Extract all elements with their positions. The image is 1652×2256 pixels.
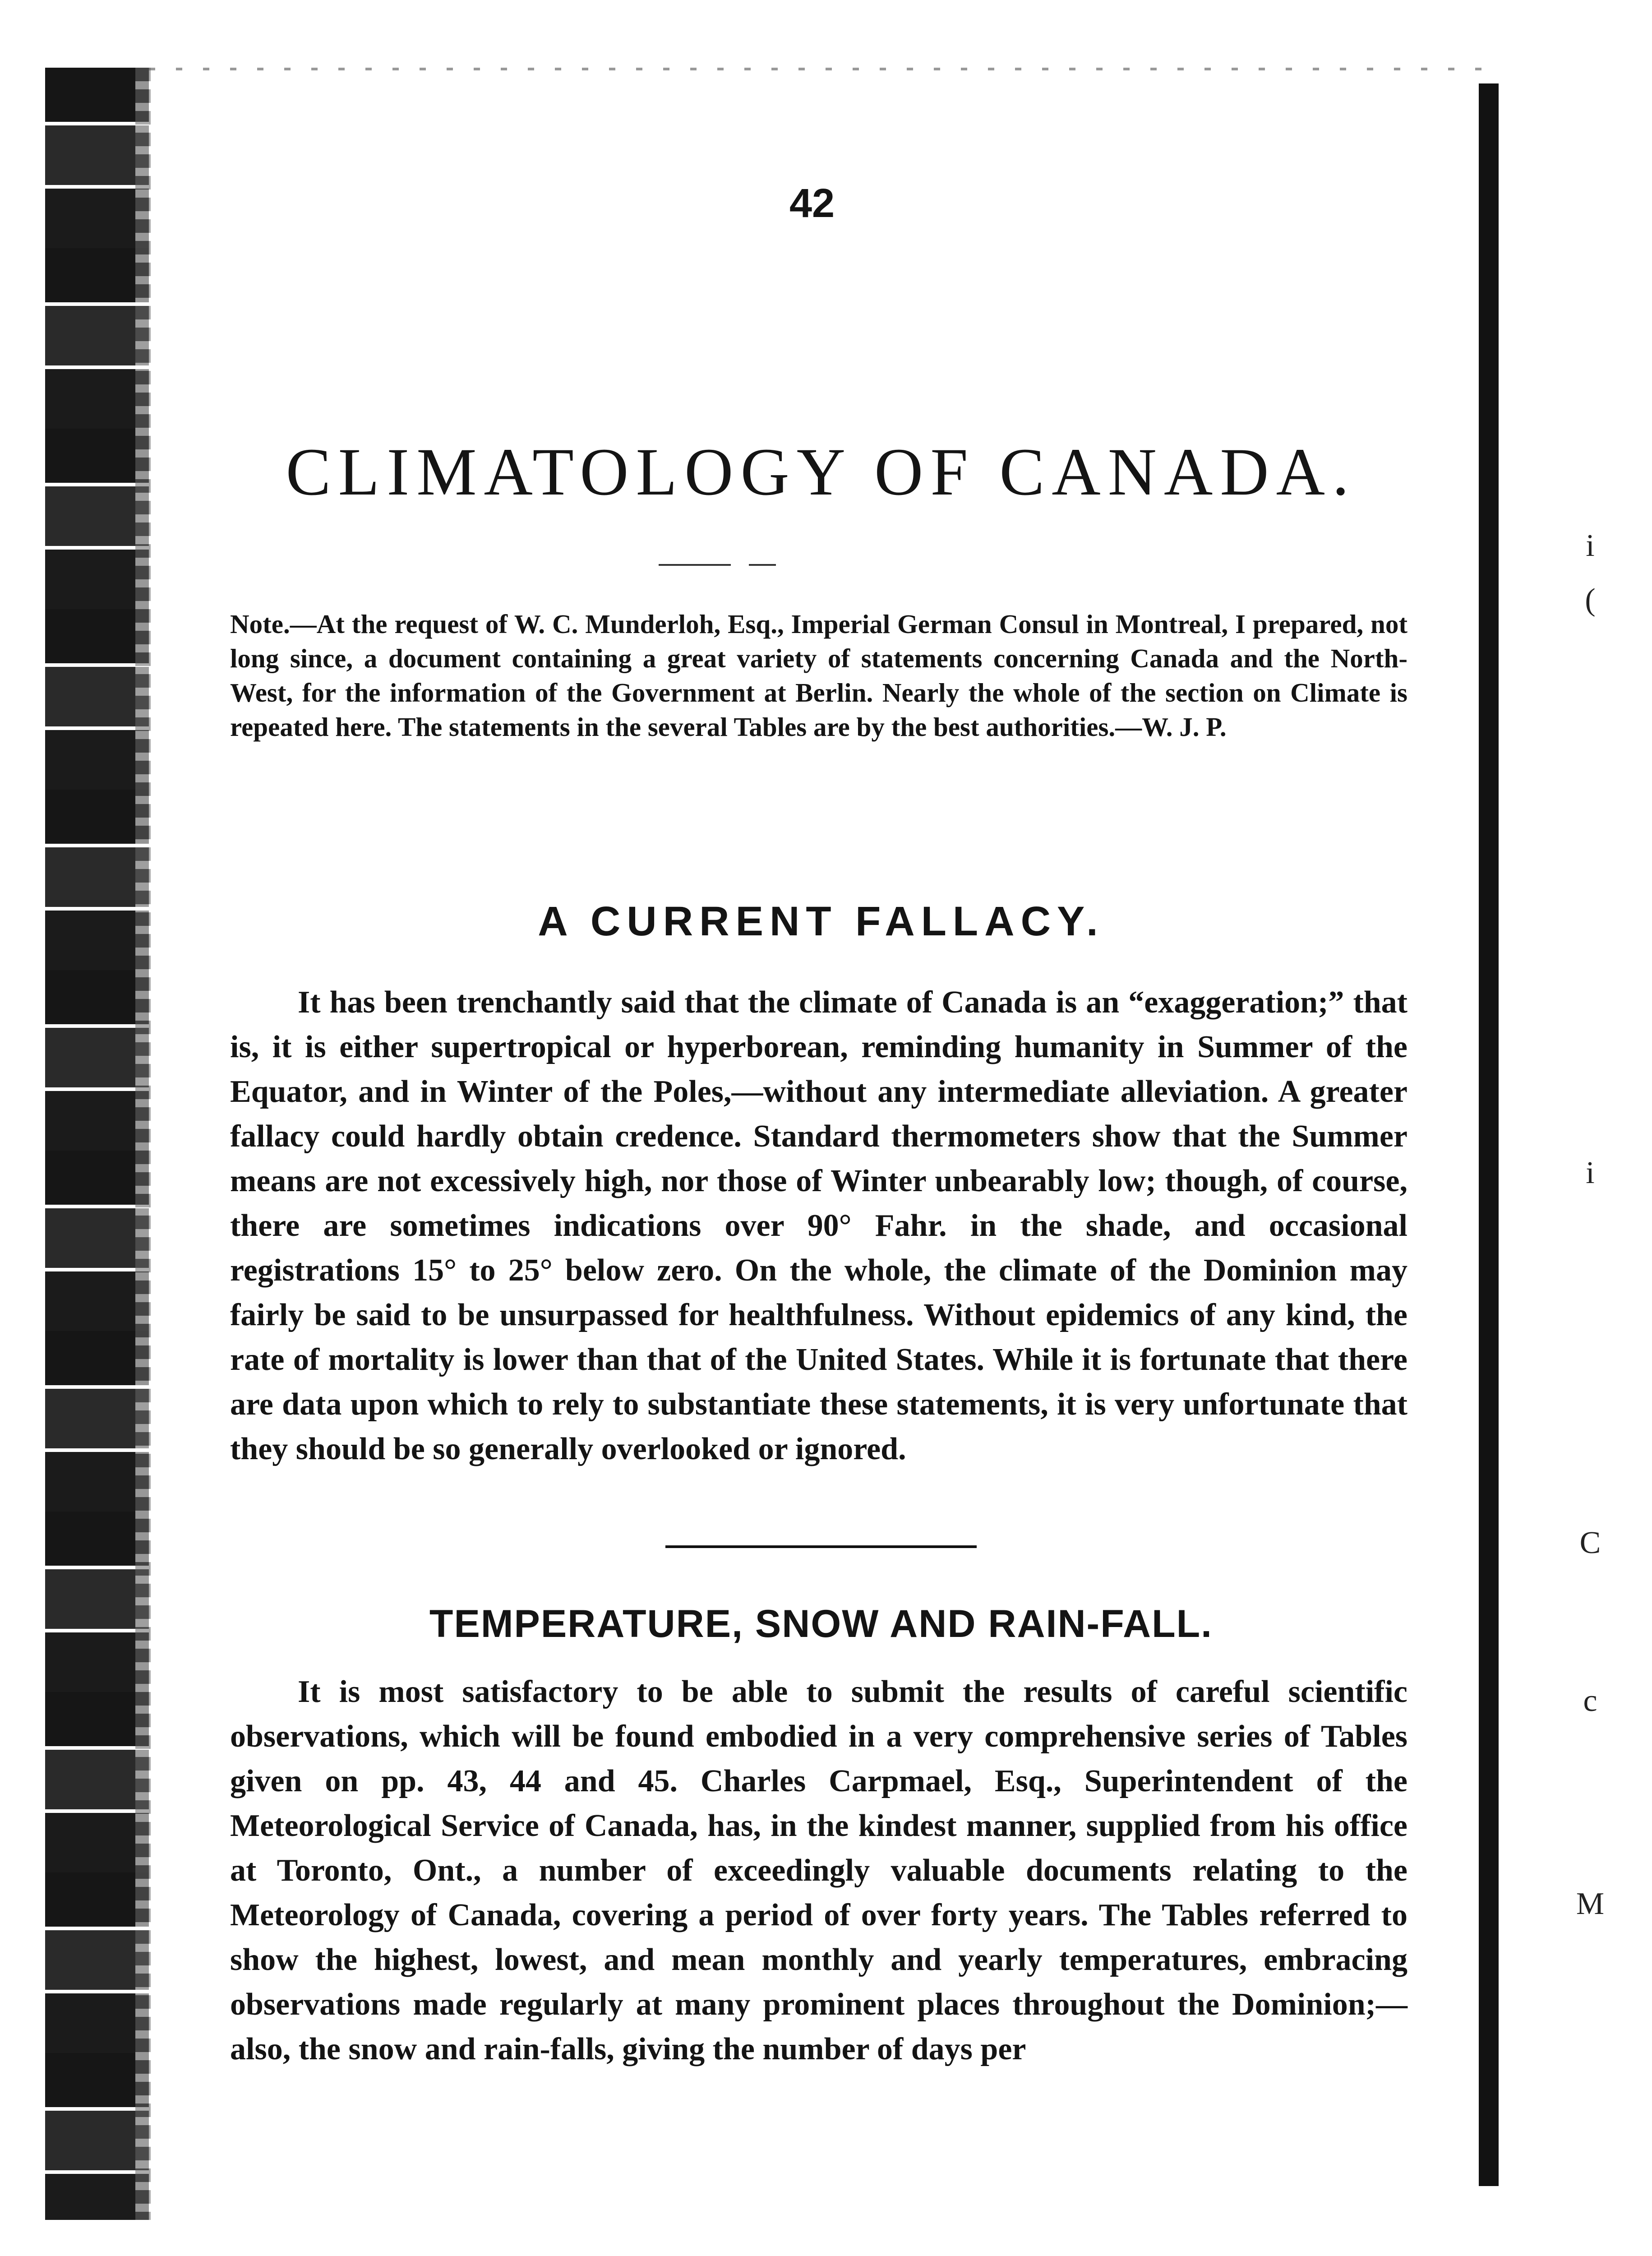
page-number: 42	[789, 181, 835, 226]
editorial-note: Note.—At the request of W. C. Munderloh, Esq., Imperial German Consul in Montreal, I prepared, not long since, a document containing a great variety of statements concerning Canada and the North-West, for the information of the Government at Berlin. Nearly the whole of the section on Climate is repeated here. The statements in the several Tables are by the best authorities.—W. J. P.	[230, 609, 1407, 742]
bleed-glyph: i	[1586, 528, 1595, 563]
section-heading-temperature: TEMPERATURE, SNOW AND RAIN-FALL.	[429, 1602, 1213, 1646]
scan-left-binding-shadow	[135, 68, 151, 2220]
section-divider	[665, 1545, 977, 1548]
scan-top-edge	[149, 68, 1502, 70]
bleed-glyph: (	[1585, 582, 1596, 617]
bleed-glyph: c	[1583, 1683, 1597, 1718]
scan-right-border	[1479, 83, 1499, 2186]
section-heading-current-fallacy: A CURRENT FALLACY.	[538, 898, 1104, 944]
bleed-glyph: i	[1586, 1156, 1595, 1190]
bleed-glyph: M	[1576, 1886, 1605, 1921]
title-divider-dash	[749, 564, 776, 566]
bleed-glyph: C	[1579, 1526, 1601, 1560]
title-divider	[659, 564, 731, 566]
adjacent-page-bleed	[1570, 316, 1610, 1931]
section-body-temperature: It is most satisfactory to be able to submit the results of careful scientific observations, which will be found embodied in a very comprehensive series of Tables given on pp. 43, 44 and 45. Charles Carpmael, Esq., Superintendent of the Meteorological Service of Canada, has, in the kindest manner, supplied from his office at Toronto, Ont., a number of exceedingly valuable documents relating to the Meteorology of Canada, covering a period of over forty years. The Tables referred to show the highest, lowest, and mean monthly and yearly temperatures, embracing observations made regularly at many prominent places throughout the Dominion;—also, the snow and rain-falls, giving the number of days per	[230, 1674, 1407, 2066]
scan-left-binding-edge	[45, 68, 149, 2220]
section-body-current-fallacy: It has been trenchantly said that the climate of Canada is an “exaggeration;” that is, it is either supertropical or hyperborean, reminding humanity in Summer of the Equator, and in Winter of the Poles,—without any intermediate alleviation. A greater fallacy could hardly obtain credence. Standard thermometers show that the Summer means are not excessively high, nor those of Winter unbearably low; though, of course, there are sometimes indications over 90° Fahr. in the shade, and occasional registrations 15° to 25° below zero. On the whole, the climate of the Dominion may fairly be said to be unsurpassed for healthfulness. Without epidemics of any kind, the rate of mortality is lower than that of the United States. While it is fortunate that there are data upon which to rely to substantiate these statements, it is very unfortunate that they should be so generally overlooked or ignored.	[230, 985, 1407, 1466]
page-title: CLIMATOLOGY OF CANADA.	[286, 435, 1357, 509]
